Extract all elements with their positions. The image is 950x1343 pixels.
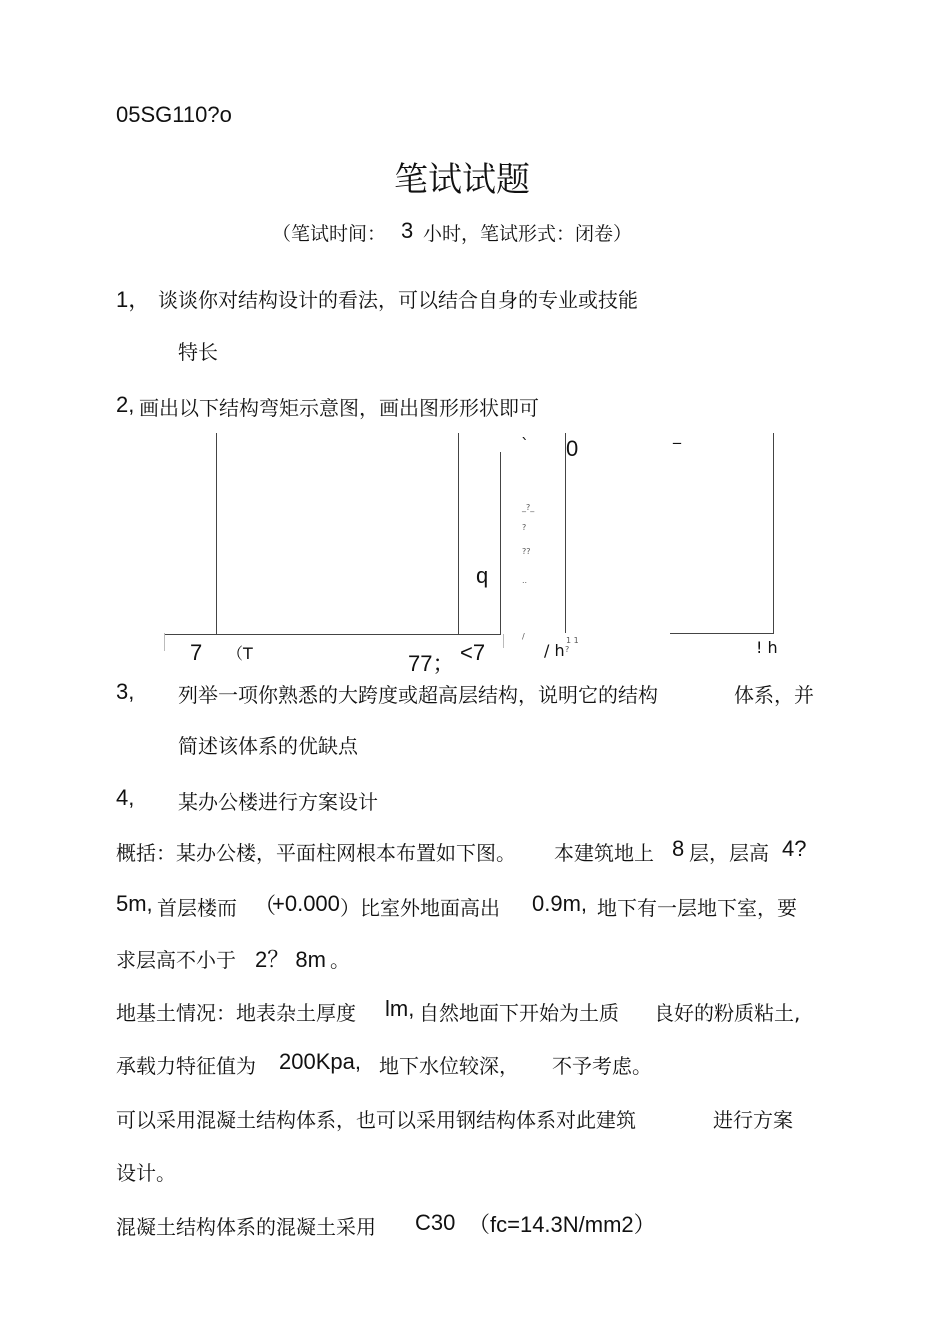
concrete-c: （fc=14.3N/mm2） bbox=[468, 1212, 656, 1237]
foundation-e: 承载力特征值为 bbox=[116, 1054, 256, 1078]
frame2-base-line bbox=[670, 633, 774, 634]
q3-text: 列举一项你熟悉的大跨度或超高层结构，说明它的结构 bbox=[178, 683, 658, 707]
tiny-mark-3: ?? bbox=[522, 547, 531, 556]
q3-text-cont: 简述该体系的优缺点 bbox=[178, 734, 358, 758]
frame1-left-column bbox=[216, 433, 217, 635]
tiny-mark-4: .. bbox=[522, 576, 528, 585]
foundation-c: 自然地面下开始为土质 bbox=[419, 1001, 619, 1025]
cantilever-base bbox=[459, 634, 501, 635]
foundation-f: 200Kpa, bbox=[279, 1049, 361, 1074]
q1-text-cont: 特长 bbox=[178, 340, 218, 364]
label-tau: （T bbox=[227, 644, 253, 663]
label-h: / h bbox=[544, 641, 565, 660]
label-7: 7 bbox=[190, 640, 203, 665]
concrete-a: 混凝土结构体系的混凝土采用 bbox=[116, 1215, 376, 1239]
overview-2a: 5m, bbox=[116, 891, 153, 916]
q2-text: 画出以下结构弯矩示意图，画出图形形状即可 bbox=[139, 396, 539, 420]
tiny-mark-5: / bbox=[522, 632, 525, 641]
overview-2b: 首层楼而 bbox=[157, 896, 237, 920]
overview-2d: +0.000 bbox=[272, 891, 340, 916]
foundation-g: 地下水位较深， bbox=[379, 1054, 519, 1078]
overview-1b: 本建筑地上 bbox=[554, 841, 654, 865]
document-code: 05SG110?o bbox=[116, 102, 232, 127]
overview-1e: 4? bbox=[782, 836, 807, 861]
frame1-base-tick bbox=[164, 633, 165, 651]
overview-2g: 地下有一层地下室，要 bbox=[597, 896, 797, 920]
exam-info-open: （笔试时间： bbox=[272, 223, 387, 245]
frame1-base-line bbox=[164, 634, 459, 635]
system-a: 可以采用混凝土结构体系，也可以采用钢结构体系对此建筑 bbox=[116, 1108, 636, 1132]
overview-2f: 0.9m, bbox=[532, 891, 588, 916]
frame2-right-column bbox=[773, 433, 774, 633]
overview-2c: （ bbox=[254, 893, 277, 918]
tiny-mark-1: _?_ bbox=[522, 503, 535, 512]
frame1-right-column bbox=[458, 433, 459, 635]
foundation-d: 良好的粉质粘土, bbox=[654, 1001, 801, 1025]
overview-3b: 2？ 8m bbox=[255, 947, 326, 972]
label-11: 1 1 bbox=[566, 636, 579, 645]
overview-2e: ）比室外地面高出 bbox=[340, 896, 500, 920]
exam-hours: 3 bbox=[401, 218, 414, 243]
foundation-a: 地基土情况：地表杂土厚度 bbox=[116, 1001, 356, 1025]
page-title: 笔试试题 bbox=[394, 160, 530, 200]
label-q: q bbox=[476, 563, 489, 588]
exam-info-rest: 小时，笔试形式：闭卷） bbox=[423, 223, 633, 245]
label-lt7: <7 bbox=[460, 640, 486, 665]
overview-1c: 8 bbox=[672, 836, 685, 861]
label-exh: ! h bbox=[756, 638, 778, 657]
q3-text-b: 体系，并 bbox=[734, 683, 814, 707]
q4-number: 4, bbox=[116, 785, 135, 810]
tiny-mark-2: ? bbox=[522, 523, 527, 532]
system-b: 进行方案 bbox=[713, 1108, 793, 1132]
label-backtick: ` bbox=[521, 435, 529, 454]
frame2-left-column bbox=[565, 433, 566, 633]
q1-number: 1， bbox=[116, 287, 151, 312]
label-dash: _ bbox=[673, 425, 681, 444]
concrete-b: C30 bbox=[415, 1210, 456, 1235]
overview-3a: 求层高不小于 bbox=[116, 948, 236, 972]
foundation-h: 不予考虑。 bbox=[552, 1054, 652, 1078]
label-q2: ? bbox=[565, 645, 570, 654]
overview-1d: 层，层高 bbox=[689, 841, 769, 865]
cantilever-tick bbox=[503, 634, 504, 648]
q3-number: 3, bbox=[116, 679, 135, 704]
cantilever-post bbox=[500, 452, 501, 634]
foundation-b: lm, bbox=[385, 996, 415, 1021]
label-0: 0 bbox=[566, 436, 579, 461]
overview-3c: 。 bbox=[330, 948, 350, 972]
system-c: 设计。 bbox=[116, 1161, 176, 1185]
q4-text: 某办公楼进行方案设计 bbox=[178, 790, 378, 814]
q1-text: 谈谈你对结构设计的看法，可以结合自身的专业或技能 bbox=[158, 288, 638, 312]
overview-1a: 概括：某办公楼，平面柱网根本布置如下图。 bbox=[116, 841, 516, 865]
label-77: 77； bbox=[408, 651, 455, 676]
q2-number: 2, bbox=[116, 392, 135, 417]
